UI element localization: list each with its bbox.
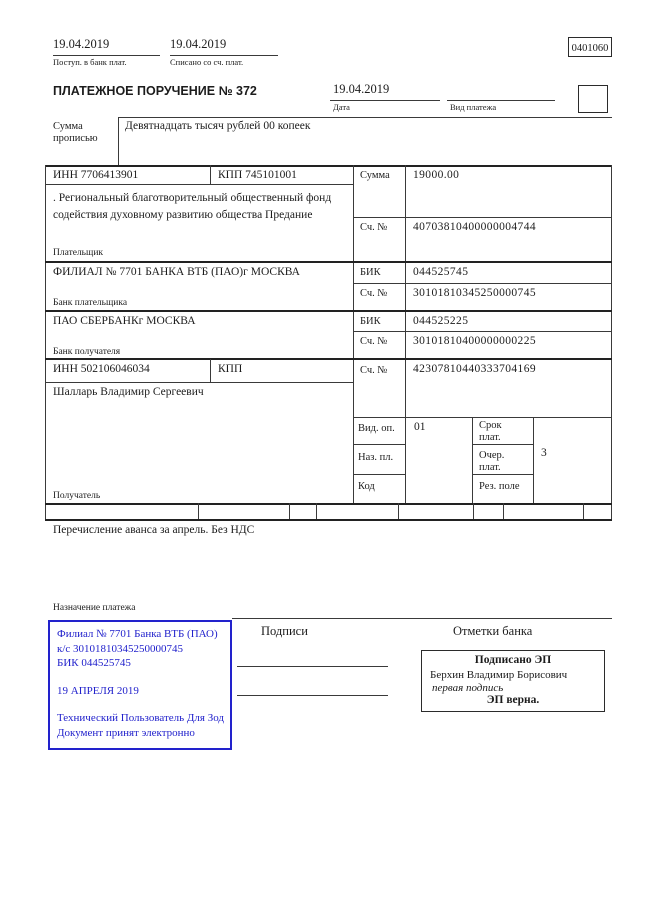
payer-bank-bik: 044525745	[413, 266, 469, 278]
purpose-label: Назначение платежа	[53, 603, 136, 613]
opgrid-row1-line-right	[472, 444, 533, 445]
tax-row-line-1	[198, 503, 199, 519]
amount-words-topline	[118, 117, 612, 118]
payee-bank-bik-label: БИК	[360, 316, 381, 327]
payer-account-label: Сч. №	[360, 222, 388, 233]
payer-bottom-border	[45, 261, 612, 263]
payer-inn: ИНН 7706413901	[53, 169, 139, 181]
table-right-border	[611, 165, 612, 520]
amount-words-value: Девятнадцать тысяч рублей 00 копеек	[125, 120, 311, 132]
payee-bank-account-label: Сч. №	[360, 336, 388, 347]
bank-marks-label: Отметки банка	[453, 624, 533, 638]
opgrid-row2-line-right	[472, 474, 533, 475]
form-code-box	[568, 37, 612, 57]
payee-bank-bottom-border	[45, 358, 612, 360]
bank-stamp-box	[421, 650, 605, 712]
sum-value: 19000.00	[413, 169, 460, 181]
payee-bank-section-label: Банк получателя	[53, 347, 121, 357]
payee-name: Шалларь Владимир Сергеевич	[53, 386, 204, 398]
payee-kpp-label: КПП	[218, 363, 243, 375]
tax-row-line-4	[398, 503, 399, 519]
opgrid-row1-line-left	[353, 444, 405, 445]
opgrid-top-line	[353, 417, 612, 418]
signature-line-2	[237, 695, 388, 696]
payee-bank-row-divider	[353, 331, 612, 332]
sum-account-divider	[353, 217, 612, 218]
stamp-verified-text: ЭП верна.	[486, 694, 540, 706]
sum-label: Сумма	[360, 170, 390, 181]
payer-bank-account: 30101810345250000745	[413, 287, 536, 299]
signatures-label: Подписи	[261, 624, 308, 638]
srok-plat-label: Срок плат.	[479, 420, 502, 444]
payee-account: 42307810440333704169	[413, 363, 536, 375]
payment-kind-underline	[447, 100, 555, 101]
inn-row-underline-payee	[45, 382, 353, 383]
blue-stamp-line: БИК 044525745	[57, 657, 131, 669]
purpose-text: Перечисление аванса за апрель. Без НДС	[53, 524, 255, 536]
payer-bank-name: ФИЛИАЛ № 7701 БАНКА ВТБ (ПАО)г МОСКВА	[53, 266, 300, 278]
payment-kind-label: Вид платежа	[450, 102, 497, 112]
payer-account: 40703810400000004744	[413, 221, 536, 233]
payee-account-label: Сч. №	[360, 365, 388, 376]
debited-date-label: Списано со сч. плат.	[170, 57, 244, 67]
payer-name: . Региональный благотворительный общественный фонд содействия духовному развитию общества Предание	[53, 192, 332, 221]
purpose-underline	[232, 618, 612, 619]
blue-stamp-line: к/с 30101810345250000745	[57, 642, 184, 655]
blue-stamp-line: Технический Пользователь Для Зод	[57, 712, 225, 724]
ocher-plat-label: Очер. плат.	[479, 450, 505, 474]
stamp-signer-name: Берхин Владимир Борисович	[430, 669, 568, 681]
document-date: 19.04.2019	[333, 82, 390, 96]
payer-bank-bottom-border	[45, 310, 612, 312]
kod-label: Код	[358, 481, 375, 492]
blue-stamp-box	[48, 620, 232, 750]
form-code: 0401060	[571, 43, 609, 54]
received-date-label: Поступ. в банк плат.	[53, 57, 127, 67]
blue-stamp-line: Филиал № 7701 Банка ВТБ (ПАО)	[57, 628, 218, 640]
debited-date: 19.04.2019	[170, 37, 227, 51]
opgrid-value2-line	[533, 417, 534, 503]
date-label: Дата	[333, 102, 350, 112]
tax-row-line-7	[583, 503, 584, 519]
date-underline	[330, 100, 440, 101]
value-column-line	[405, 165, 406, 503]
payer-bank-row-divider	[353, 283, 612, 284]
blue-stamp-line: 19 АПРЕЛЯ 2019	[57, 684, 139, 697]
vid-op-value: 01	[414, 421, 426, 433]
tax-row-line-2	[289, 503, 290, 519]
payer-section-label: Плательщик	[53, 248, 104, 258]
blue-stamp-line: Документ принят электронно	[57, 726, 195, 739]
table-left-border	[45, 165, 46, 520]
tax-row-line-5	[473, 503, 474, 519]
signature-line-1	[237, 666, 388, 667]
amount-words-label: Сумма прописью	[53, 121, 98, 145]
payer-kpp: КПП 745101001	[218, 169, 297, 181]
inn-kpp-divider-payee	[210, 359, 211, 382]
naz-pl-label: Наз. пл.	[358, 452, 394, 463]
received-date: 19.04.2019	[53, 37, 110, 51]
opgrid-row2-line-left	[353, 474, 405, 475]
tax-row-line-6	[503, 503, 504, 519]
received-date-underline	[53, 55, 160, 56]
payer-bank-bik-label: БИК	[360, 267, 381, 278]
payer-bank-account-label: Сч. №	[360, 288, 388, 299]
label-column-line	[353, 165, 354, 503]
table-top-border	[45, 165, 612, 167]
stamp-signature-kind: первая подпись	[432, 682, 504, 694]
inn-kpp-divider-payer	[210, 165, 211, 184]
payee-inn: ИНН 502106046034	[53, 363, 150, 375]
payment-kind-box	[578, 85, 608, 113]
ocher-plat-value: 3	[541, 447, 547, 459]
payee-bank-name: ПАО СБЕРБАНКг МОСКВА	[53, 315, 196, 327]
page-title: ПЛАТЕЖНОЕ ПОРУЧЕНИЕ № 372	[53, 84, 257, 98]
debited-date-underline	[170, 55, 278, 56]
tax-row-line-3	[316, 503, 317, 519]
rez-pole-label: Рез. поле	[479, 481, 520, 492]
opgrid-label2-line	[472, 417, 473, 503]
payee-bottom-border	[45, 503, 612, 505]
vid-op-label: Вид. оп.	[358, 423, 395, 434]
payee-bank-bik: 044525225	[413, 315, 469, 327]
stamp-signed-title: Подписано ЭП	[474, 654, 552, 666]
amount-words-divider	[118, 117, 119, 165]
tax-row-bottom-border	[45, 519, 612, 521]
payer-bank-section-label: Банк плательщика	[53, 298, 128, 308]
payee-section-label: Получатель	[53, 491, 101, 501]
inn-row-underline-payer	[45, 184, 353, 185]
payee-bank-account: 30101810400000000225	[413, 335, 536, 347]
